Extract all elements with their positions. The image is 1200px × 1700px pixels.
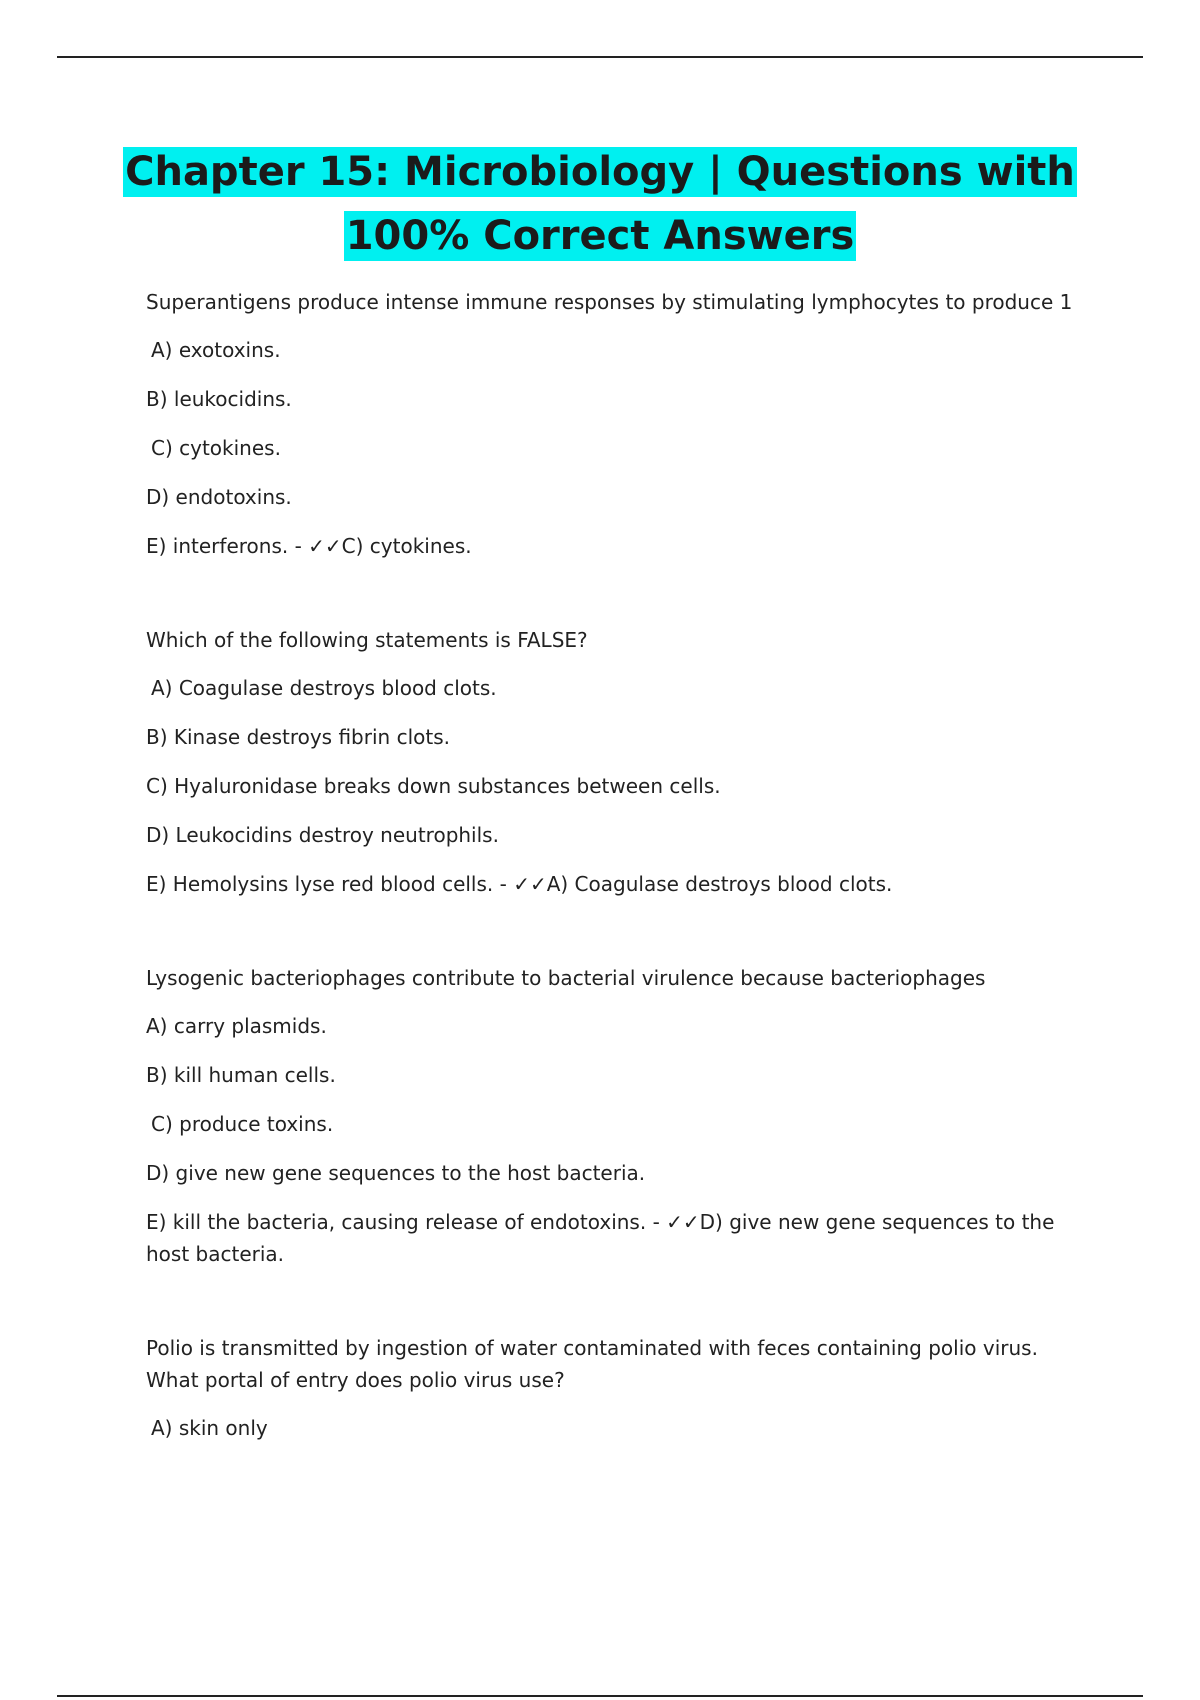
question-list [146, 286, 1086, 1461]
correct-answer: C) cytokines. [341, 534, 472, 558]
option-d: D) give new gene sequences to the host bacteria. [146, 1161, 646, 1185]
option-b: B) kill human cells. [146, 1063, 336, 1087]
question-2 [146, 624, 1086, 900]
option-b: B) leukocidins. [146, 387, 292, 411]
correct-answer: A) Coagulase destroys blood clots. [546, 872, 893, 896]
spacer [146, 562, 1086, 624]
option-a: A) Coagulase destroys blood clots. [151, 676, 497, 700]
question-1 [146, 286, 1086, 562]
option-a: A) exotoxins. [151, 338, 281, 362]
option-e: E) Hemolysins lyse red blood cells. - [146, 872, 514, 896]
option-e-with-answer [146, 530, 1086, 562]
header-rule [57, 56, 1143, 58]
option-a: A) skin only [151, 1416, 268, 1440]
option-e-with-answer [146, 1206, 1086, 1270]
question-prompt: Polio is transmitted by ingestion of water contaminated with feces containing polio virus. What portal of entry does polio virus use? [146, 1336, 1038, 1392]
question-prompt: Superantigens produce intense immune responses by stimulating lymphocytes to produce 1 [146, 290, 1073, 314]
title-line-1: Chapter 15: Microbiology | Questions with [125, 149, 1075, 195]
document-title [0, 140, 1200, 268]
option-e: E) kill the bacteria, causing release of endotoxins. - [146, 1210, 667, 1234]
option-b: B) Kinase destroys fibrin clots. [146, 725, 450, 749]
option-d: D) endotoxins. [146, 485, 292, 509]
option-a: A) carry plasmids. [146, 1014, 327, 1038]
double-check-icon: ✓✓ [513, 872, 547, 896]
title-line-2: 100% Correct Answers [345, 213, 855, 259]
correct-answer: D) give new gene sequences to the host bacteria. [146, 1210, 1055, 1266]
option-e-with-answer [146, 868, 1086, 900]
footer-rule [57, 1695, 1143, 1697]
option-d: D) Leukocidins destroy neutrophils. [146, 823, 499, 847]
question-prompt: Which of the following statements is FALSE? [146, 628, 588, 652]
option-c: C) Hyaluronidase breaks down substances between cells. [146, 774, 721, 798]
spacer [146, 900, 1086, 962]
double-check-icon: ✓✓ [666, 1210, 700, 1234]
option-c: C) produce toxins. [151, 1112, 334, 1136]
spacer [146, 1270, 1086, 1332]
double-check-icon: ✓✓ [308, 534, 342, 558]
question-4 [146, 1332, 1086, 1444]
question-3 [146, 962, 1086, 1270]
question-prompt: Lysogenic bacteriophages contribute to bacterial virulence because bacteriophages [146, 966, 986, 990]
option-e: E) interferons. - [146, 534, 309, 558]
option-c: C) cytokines. [151, 436, 281, 460]
